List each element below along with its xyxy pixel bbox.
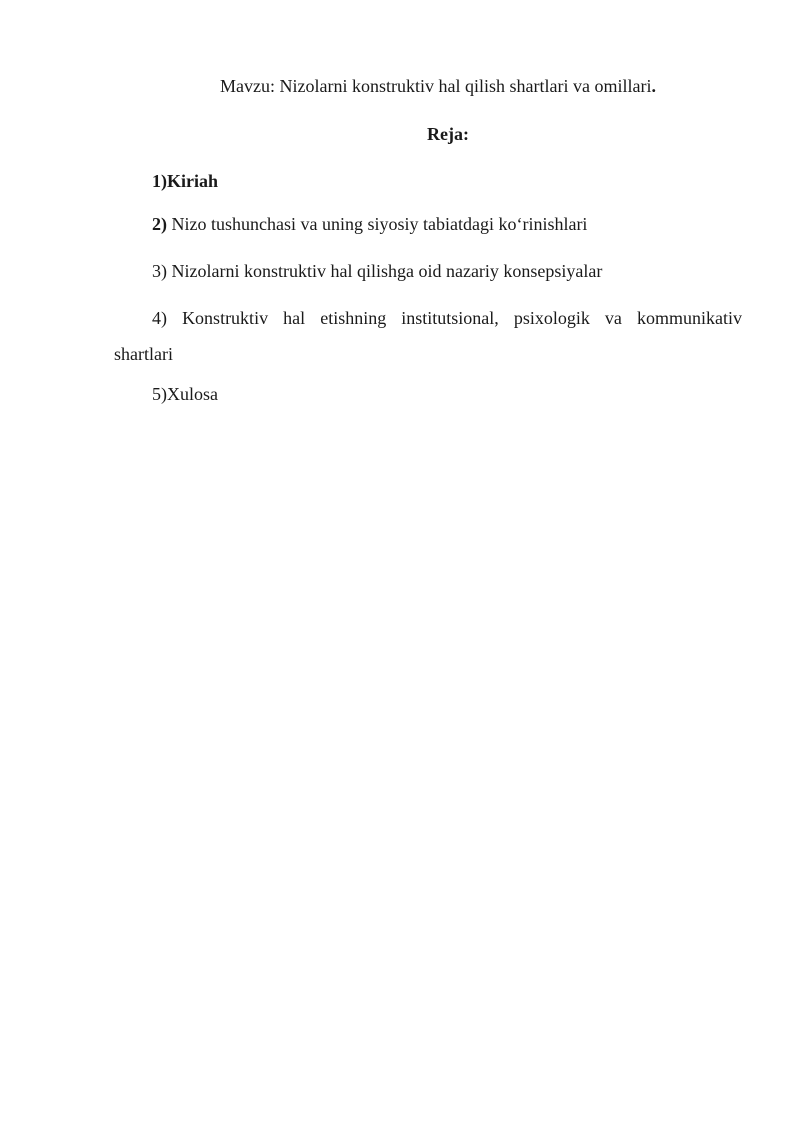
plan-item-4	[114, 306, 742, 366]
plan-item-4-word: kommunikativ	[636, 308, 742, 328]
plan-item-4-word: Konstruktiv	[182, 308, 269, 328]
plan-item-2	[152, 212, 587, 236]
plan-item-4-continuation: shartlari	[114, 344, 173, 364]
plan-item-4-word: psixologik	[513, 308, 590, 328]
plan-heading: Reja:	[427, 124, 469, 144]
plan-item-2-text: Nizo tushunchasi va uning siyosiy tabiatdagi ko‘rinishlari	[167, 214, 588, 234]
title-period: .	[651, 76, 656, 96]
plan-item-4-word: institutsional,	[401, 308, 499, 328]
document-title	[0, 74, 800, 98]
plan-item-2-number: 2)	[152, 214, 167, 234]
plan-item-3: 3) Nizolarni konstruktiv hal qilishga oid nazariy konsepsiyalar	[152, 261, 603, 281]
plan-item-5: 5)Xulosa	[152, 384, 218, 404]
plan-item-4-word: etishning	[320, 308, 387, 328]
plan-item-1: 1)Kiriah	[152, 171, 218, 191]
plan-item-4-line1	[114, 306, 742, 330]
plan-item-4-word: va	[604, 308, 622, 328]
title-text: Mavzu: Nizolarni konstruktiv hal qilish shartlari va omillari	[220, 76, 652, 96]
plan-item-4-word: hal	[283, 308, 306, 328]
plan-item-4-word: 4)	[152, 308, 167, 328]
